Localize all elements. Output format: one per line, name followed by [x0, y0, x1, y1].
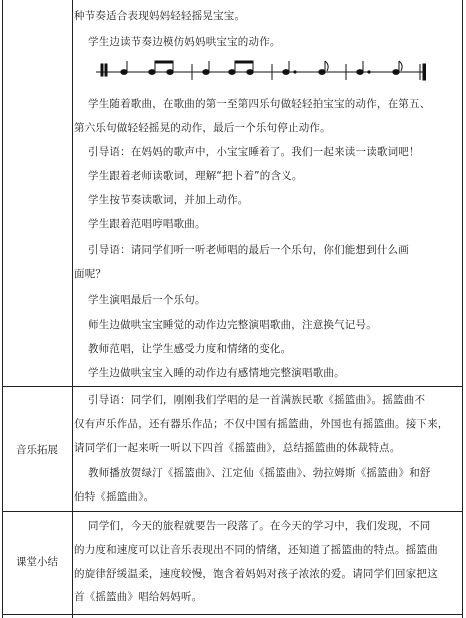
main-line-4: 第六乐句做轻轻摇晃的动作，最后一个乐句停止动作。	[74, 122, 331, 134]
note-beam	[155, 61, 173, 63]
final-barline-thick	[423, 64, 426, 80]
main-line-5: 引导语：在妈妈的歌声中，小宝宝睡着了。我们一起来读一读歌词吧！	[88, 146, 420, 158]
extension-line-1: 引导语：同学们，刚刚我们学唱的是一首满族民歌《摇篮曲》。摇篮曲不	[88, 394, 426, 406]
note-dotted-quarter	[357, 70, 363, 75]
percussion-clef-right	[105, 64, 107, 76]
main-line-6: 学生跟着老师读歌词，理解“把卜着”的含义。	[88, 170, 303, 182]
note-eighth	[167, 70, 173, 75]
rhythm-notation	[96, 58, 436, 82]
main-line-3: 学生随着歌曲，在歌曲的第一至第四乐句做轻轻拍宝宝的动作，在第五、	[88, 98, 431, 110]
main-line-1: 种节奏适合表现妈妈轻轻摇晃宝宝。	[74, 10, 246, 22]
extension-line-5: 伯特《摇篮曲》。	[74, 491, 155, 503]
main-line-9: 引导语：请同学们听一听老师唱的最后一个乐句，你们能想到什么画	[88, 244, 409, 256]
note-dot	[368, 71, 370, 73]
main-line-2: 学生边读节奏边模仿妈妈哄宝宝的动作。	[88, 36, 281, 48]
extension-line-2: 仅有声乐作品，还有器乐作品；不仅中国有摇篮曲，外国也有摇篮曲。接下来，	[74, 418, 449, 430]
summary-line-1: 同学们，今天的旅程就要告一段落了。在今天的学习中，我们发现，不同	[88, 520, 431, 532]
note-eighth	[229, 70, 235, 75]
main-line-14: 学生边做哄宝宝入睡的动作边有感情地完整演唱歌曲。	[88, 367, 345, 379]
summary-line-4: 首《摇篮曲》唱给妈妈听。	[74, 591, 203, 603]
main-line-7: 学生按节奏读歌词，并加上动作。	[88, 194, 249, 206]
note-dotted-quarter	[283, 70, 289, 75]
main-line-8: 学生跟着范唱哼唱歌曲。	[88, 218, 206, 230]
table-bottom-border	[2, 614, 463, 615]
note-dot	[294, 71, 296, 73]
main-line-10: 面呢？	[74, 268, 107, 280]
music-extension-label: 音乐拓展	[16, 444, 58, 456]
table-column-divider	[72, 0, 73, 618]
main-line-13: 教师范唱，让学生感受力度和情绪的变化。	[88, 343, 292, 355]
note-quarter	[121, 70, 127, 75]
note-eighth	[149, 70, 155, 75]
extension-line-4: 教师播放贺绿汀《摇篮曲》、江定仙《摇篮曲》、勃拉姆斯《摇篮曲》和舒	[88, 467, 431, 479]
summary-line-2: 的力度和速度可以让音乐表现出不同的情绪，还知道了摇篮曲的特点。摇篮曲	[74, 544, 438, 556]
note-eighth	[247, 70, 253, 75]
table-left-border	[2, 0, 3, 618]
note-eighth	[319, 70, 325, 75]
row-divider-summary	[2, 511, 463, 512]
percussion-clef-left	[101, 64, 103, 76]
main-line-12: 师生边做哄宝宝睡觉的动作边完整演唱歌曲，注意换气记号。	[88, 319, 377, 331]
note-beam	[235, 61, 253, 63]
summary-line-3: 的旋律舒缓温柔，速度较慢，饱含着妈妈对孩子浓浓的爱。请同学们回家把这	[74, 568, 438, 580]
class-summary-label: 课堂小结	[16, 556, 58, 568]
extension-line-3: 请同学们一起来听一听以下四首《摇篮曲》，总结摇篮曲的体裁特点。	[74, 442, 401, 454]
note-quarter	[203, 70, 209, 75]
row-divider-extension	[2, 386, 463, 387]
main-line-11: 学生演唱最后一个乐句。	[88, 294, 206, 306]
note-eighth	[393, 70, 399, 75]
